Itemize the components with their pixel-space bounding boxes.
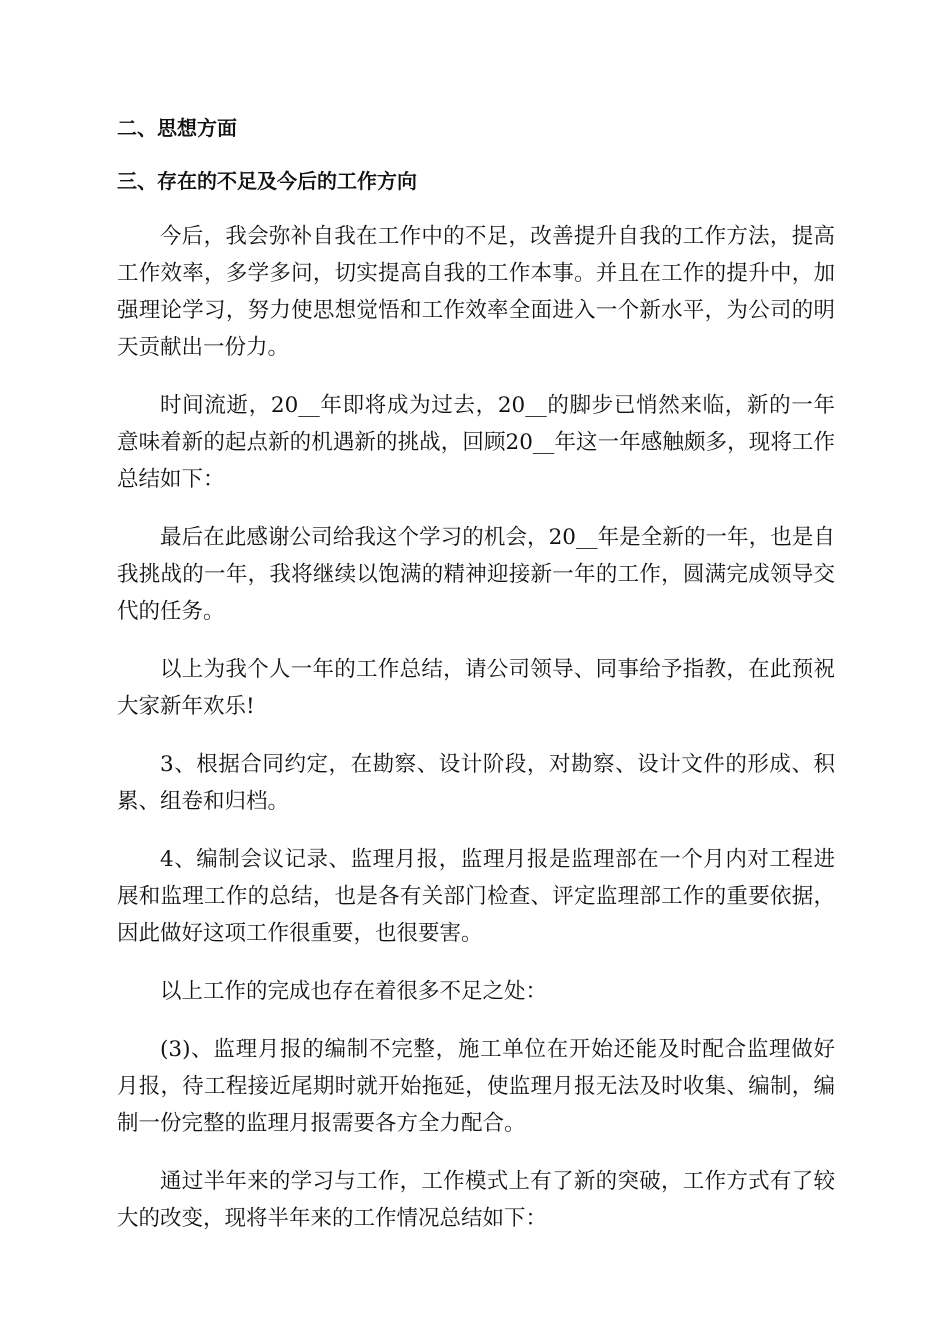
paragraph-monthly-report: (3)、监理月报的编制不完整，施工单位在开始还能及时配合监理做好月报，待工程接近尾期时就开始拖延，使监理月报无法及时收集、编制，编制一份完整的监理月报需要各方全力配合。 [117,1037,835,1136]
section-heading-thinking: 二、思想方面 [117,116,237,140]
paragraph-closing: 以上为我个人一年的工作总结，请公司领导、同事给予指教，在此预祝大家新年欢乐! [117,657,835,719]
paragraph-future-plan: 今后，我会弥补自我在工作中的不足，改善提升自我的工作方法，提高工作效率，多学多问，切实提高自我的工作本事。并且在工作的提升中，加强理论学习，努力使思想觉悟和工作效率全面进入一个新水平，为公司的明天贡献出一份力。 [117,224,835,360]
paragraph-item-4: 4、编制会议记录、监理月报，监理月报是监理部在一个月内对工程进展和监理工作的总结，也是各有关部门检查、评定监理部工作的重要依据，因此做好这项工作很重要，也很要害。 [117,847,835,946]
paragraph-half-year: 通过半年来的学习与工作，工作模式上有了新的突破，工作方式有了较大的改变，现将半年来的工作情况总结如下： [117,1169,835,1231]
document-page [117,112,835,1258]
paragraph-item-3: 3、根据合同约定，在勘察、设计阶段，对勘察、设计文件的形成、积累、组卷和归档。 [117,752,835,814]
paragraph-deficiencies: 以上工作的完成也存在着很多不足之处： [160,979,548,1004]
paragraph-year-review: 时间流逝，20__年即将成为过去，20__的脚步已悄然来临，新的一年意味着新的起点新的机遇新的挑战，回顾20__年这一年感触颇多，现将工作总结如下： [117,393,835,492]
section-heading-shortcomings: 三、存在的不足及今后的工作方向 [117,169,417,193]
paragraph-thanks: 最后在此感谢公司给我这个学习的机会，20__年是全新的一年，也是自我挑战的一年，我将继续以饱满的精神迎接新一年的工作，圆满完成领导交代的任务。 [117,525,835,624]
